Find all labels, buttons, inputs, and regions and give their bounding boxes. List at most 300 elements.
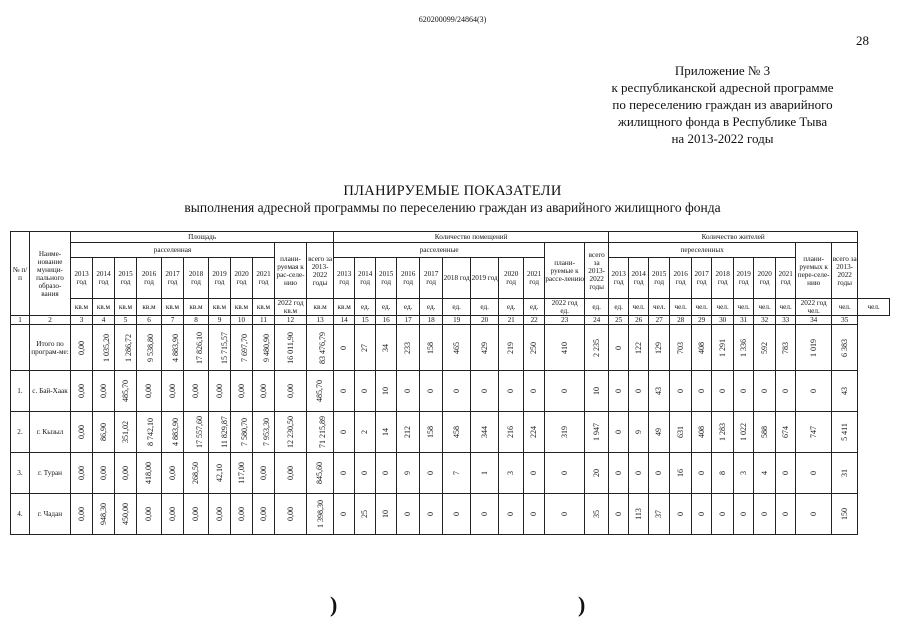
cell-value: 0,00 (285, 466, 295, 480)
column-number: 35 (832, 316, 858, 325)
cell-value: 27 (360, 343, 370, 352)
unit-cell: чел. (776, 299, 796, 316)
cell-value: 0 (339, 345, 349, 350)
unit-cell: чел. (692, 299, 712, 316)
table-cell (585, 371, 609, 412)
cell-value: 0,00 (76, 507, 86, 521)
cell-value: 0 (738, 512, 748, 516)
unit-cell: ед. (585, 299, 609, 316)
table-cell (832, 494, 858, 535)
table-cell (754, 494, 776, 535)
year-header: 2021 год (776, 258, 796, 299)
cell-value: 20 (591, 469, 601, 477)
table-cell (355, 325, 376, 371)
table-cell (796, 412, 832, 453)
cell-value: 10 (591, 387, 601, 395)
cell-value: 783 (780, 341, 790, 354)
year-header: 2013 год (609, 258, 629, 299)
unit-cell: кв.м (115, 299, 137, 316)
table-cell (376, 453, 397, 494)
table-cell (734, 412, 754, 453)
cell-value: 0,00 (167, 466, 177, 480)
table-row (11, 371, 890, 412)
header-residents: Количество жителей (609, 232, 858, 243)
unit-cell: чел. (670, 299, 692, 316)
cell-value: 592 (759, 341, 769, 354)
table-cell (609, 494, 629, 535)
cell-value: 0 (506, 512, 516, 516)
cell-value: 0 (339, 430, 349, 434)
column-number: 23 (545, 316, 585, 325)
margin-mark: ) (578, 592, 586, 617)
table-cell (692, 371, 712, 412)
table-cell (115, 325, 137, 371)
cell-value: 14 (381, 428, 391, 436)
cell-value: 9 (403, 471, 413, 475)
table-cell (609, 371, 629, 412)
table-cell (692, 325, 712, 371)
column-number: 11 (253, 316, 275, 325)
year-header: 2014 год (93, 258, 115, 299)
table-cell (209, 371, 231, 412)
table-cell (71, 371, 93, 412)
cell-value: 0,00 (191, 507, 200, 521)
cell-value: 351,02 (121, 421, 130, 443)
column-number: 33 (776, 316, 796, 325)
cell-value: 212 (403, 426, 413, 438)
table-cell (545, 371, 585, 412)
header-residents-planned: плани-руемых к пере-селе-нию (796, 243, 832, 299)
table-cell (670, 494, 692, 535)
column-number: 32 (754, 316, 776, 325)
cell-value: 0 (654, 471, 664, 475)
cell-value: 268,50 (191, 462, 200, 484)
unit-cell: кв.м (71, 299, 93, 316)
table-cell (524, 494, 545, 535)
table-cell (585, 412, 609, 453)
municipality-name: г. Кызыл (30, 412, 71, 453)
cell-value: 31 (839, 469, 849, 477)
cell-value: 0 (381, 471, 391, 475)
table-cell (420, 412, 443, 453)
cell-value: 7 697,70 (240, 333, 249, 362)
cell-value: 7 580,70 (240, 418, 249, 446)
table-cell (376, 494, 397, 535)
year-2022-label: 2022 год (800, 299, 827, 307)
unit-cell: ед. (609, 299, 629, 316)
table-cell (692, 453, 712, 494)
cell-value: 0,00 (76, 425, 86, 439)
year-header: 2020 год (754, 258, 776, 299)
cell-value: 1 947 (591, 423, 601, 441)
year-header: 2018 год (712, 258, 734, 299)
column-number: 6 (137, 316, 162, 325)
unit-label: кв.м (283, 307, 298, 315)
table-cell (629, 494, 649, 535)
cell-value: 0,00 (76, 340, 86, 355)
cell-value: 0,00 (144, 507, 153, 521)
unit-cell: ед. (499, 299, 524, 316)
column-number: 29 (692, 316, 712, 325)
table-cell (355, 494, 376, 535)
year-2022-label: 2022 год (277, 299, 304, 307)
cell-value: 450,00 (121, 503, 130, 525)
table-cell (137, 371, 162, 412)
table-cell (796, 325, 832, 371)
table-cell (275, 494, 307, 535)
table-cell (692, 494, 712, 535)
unit-cell: ед. (355, 299, 376, 316)
table-cell (776, 453, 796, 494)
table-cell (231, 325, 253, 371)
unit-cell: чел. (712, 299, 734, 316)
cell-value: 3 (506, 471, 516, 475)
table-cell (253, 412, 275, 453)
unit-cell: чел. (832, 299, 858, 316)
unit-label: ед. (560, 307, 569, 315)
cell-value: 0,00 (98, 384, 108, 398)
table-cell (275, 371, 307, 412)
table-cell (609, 325, 629, 371)
table-cell (712, 453, 734, 494)
unit-cell: кв.м (209, 299, 231, 316)
cell-value: 0 (426, 471, 436, 475)
row-number (11, 325, 30, 371)
cell-value: 588 (759, 426, 769, 438)
column-number: 12 (275, 316, 307, 325)
indicators-table (10, 231, 890, 535)
cell-value: 86,90 (98, 423, 108, 441)
column-number: 5 (115, 316, 137, 325)
cell-value: 0 (759, 512, 769, 516)
table-cell (585, 494, 609, 535)
table-row (11, 412, 890, 453)
unit-label: чел. (807, 307, 820, 315)
cell-value: 0,00 (258, 466, 268, 480)
table-cell (307, 453, 334, 494)
cell-value: 418,00 (144, 462, 153, 484)
table-cell (231, 494, 253, 535)
table-cell (734, 371, 754, 412)
table-cell (796, 494, 832, 535)
cell-value: 0 (633, 389, 643, 393)
cell-value: 0 (613, 471, 623, 475)
margin-mark: ) (330, 592, 338, 617)
table-cell (231, 453, 253, 494)
table-cell (712, 325, 734, 371)
table-row (11, 325, 890, 371)
table-cell (376, 371, 397, 412)
unit-cell: ед. (443, 299, 471, 316)
cell-value: 0 (479, 512, 489, 516)
cell-value: 0,00 (236, 507, 246, 521)
cell-value: 0 (559, 471, 569, 475)
cell-value: 0,00 (258, 384, 268, 398)
table-cell (420, 453, 443, 494)
cell-value: 0 (808, 389, 818, 393)
table-cell (376, 412, 397, 453)
cell-value: 0 (339, 389, 349, 393)
unit-cell: кв.м (231, 299, 253, 316)
table-cell (499, 494, 524, 535)
column-number: 16 (376, 316, 397, 325)
cell-value: 948,30 (99, 503, 108, 525)
cell-value: 150 (839, 508, 849, 520)
cell-value: 7 (451, 471, 461, 475)
table-cell (355, 371, 376, 412)
cell-value: 43 (654, 387, 664, 395)
year-header: 2019 год (209, 258, 231, 299)
table-cell (649, 453, 670, 494)
column-number: 20 (471, 316, 499, 325)
table-cell (629, 325, 649, 371)
cell-value: 129 (654, 341, 664, 354)
table-cell (712, 371, 734, 412)
cell-value: 408 (696, 426, 706, 438)
unit-cell: чел. (734, 299, 754, 316)
table-cell (71, 412, 93, 453)
unit-cell: кв.м (162, 299, 184, 316)
cell-value: 5 411 (839, 423, 849, 441)
cell-value: 703 (675, 341, 685, 354)
table-cell (162, 371, 184, 412)
header-area-planned: плани-руемая к рас-селе-нию (275, 243, 307, 299)
unit-cell-2022 (545, 299, 585, 316)
cell-value: 344 (479, 426, 489, 438)
year-header: 2013 год (71, 258, 93, 299)
cell-value: 747 (808, 426, 818, 438)
appendix-line: по переселению граждан из аварийного (612, 97, 833, 112)
column-number: 26 (629, 316, 649, 325)
cell-value: 2 235 (591, 338, 601, 357)
header-municipality: Наиме-нование муници-пального образо-вания (30, 232, 71, 316)
cell-value: 1 035,20 (102, 333, 111, 362)
cell-value: 10 (381, 387, 391, 395)
table-cell (649, 412, 670, 453)
cell-value: 0 (339, 471, 349, 475)
table-cell (524, 371, 545, 412)
table-cell (499, 412, 524, 453)
table-cell (649, 494, 670, 535)
cell-value: 8 742,10 (146, 418, 155, 446)
year-header: 2016 год (137, 258, 162, 299)
table-cell (692, 412, 712, 453)
table-cell (609, 412, 629, 453)
table-cell (471, 453, 499, 494)
year-header: 2018 год (184, 258, 209, 299)
table-cell (443, 494, 471, 535)
table-cell (307, 325, 334, 371)
column-number: 18 (420, 316, 443, 325)
cell-value: 408 (696, 341, 706, 354)
table-cell (420, 494, 443, 535)
table-cell (545, 494, 585, 535)
table-cell (776, 371, 796, 412)
column-number: 30 (712, 316, 734, 325)
table-cell (71, 453, 93, 494)
table-cell (93, 494, 115, 535)
table-cell (334, 412, 355, 453)
table-cell (253, 371, 275, 412)
table-cell (137, 325, 162, 371)
table-cell (209, 412, 231, 453)
cell-value: 1 336 (738, 338, 748, 357)
unit-cell: кв.м (184, 299, 209, 316)
cell-value: 17 826,10 (195, 331, 204, 364)
cell-value: 0 (479, 389, 489, 393)
table-cell (776, 325, 796, 371)
cell-value: 429 (479, 341, 489, 354)
table-cell (184, 325, 209, 371)
cell-value: 0,00 (285, 384, 295, 398)
cell-value: 0 (717, 389, 727, 393)
year-header: 2020 год (231, 258, 253, 299)
cell-value: 845,60 (315, 462, 325, 484)
cell-value: 216 (506, 426, 516, 438)
column-number: 31 (734, 316, 754, 325)
table-cell (443, 453, 471, 494)
table-cell (545, 412, 585, 453)
table-cell (307, 494, 334, 535)
year-header: 2021 год (253, 258, 275, 299)
cell-value: 9 538,80 (146, 333, 155, 362)
cell-value: 0 (613, 430, 623, 434)
table-cell (629, 371, 649, 412)
cell-value: 1 (479, 471, 489, 475)
cell-value: 0 (559, 389, 569, 393)
cell-value: 0,00 (214, 507, 224, 521)
table-cell (443, 325, 471, 371)
table-cell (734, 494, 754, 535)
cell-value: 224 (529, 426, 539, 438)
cell-value: 485,70 (121, 380, 130, 402)
table-cell (545, 325, 585, 371)
table-cell (471, 371, 499, 412)
cell-value: 9 480,90 (262, 333, 271, 362)
table-cell (754, 453, 776, 494)
table-cell (71, 494, 93, 535)
cell-value: 0 (403, 389, 413, 393)
column-number: 25 (609, 316, 629, 325)
year-header: 2019 год (734, 258, 754, 299)
table-cell (231, 371, 253, 412)
year-header: 2014 год (355, 258, 376, 299)
table-cell (162, 453, 184, 494)
table-cell (209, 453, 231, 494)
cell-value: 485,70 (315, 380, 325, 402)
header-residents-total: всего за 2013-2022 годы (832, 243, 858, 299)
cell-value: 0,00 (167, 507, 177, 521)
year-header: 2020 год (499, 258, 524, 299)
column-number: 34 (796, 316, 832, 325)
unit-cell: ед. (524, 299, 545, 316)
table-cell (712, 412, 734, 453)
year-header: 2019 год (471, 258, 499, 299)
table-cell (184, 453, 209, 494)
year-header: 2016 год (670, 258, 692, 299)
table-cell (115, 412, 137, 453)
table-cell (832, 412, 858, 453)
cell-value: 9 (633, 430, 643, 434)
table-cell (712, 494, 734, 535)
year-header: 2015 год (115, 258, 137, 299)
appendix-heading (540, 62, 905, 147)
table-cell (471, 325, 499, 371)
table-cell (397, 325, 420, 371)
table-cell (184, 494, 209, 535)
cell-value: 16 (675, 469, 685, 477)
table-cell (93, 325, 115, 371)
cell-value: 0 (360, 471, 370, 475)
cell-value: 37 (654, 510, 664, 518)
table-cell (796, 371, 832, 412)
cell-value: 0,00 (98, 466, 108, 480)
cell-value: 0 (529, 471, 539, 475)
cell-value: 0,00 (144, 384, 153, 398)
table-row (11, 453, 890, 494)
cell-value: 7 953,30 (262, 418, 271, 446)
table-cell (649, 325, 670, 371)
cell-value: 25 (360, 510, 370, 518)
table-cell (796, 453, 832, 494)
table-cell (585, 453, 609, 494)
cell-value: 0 (780, 389, 790, 393)
cell-value: 0,00 (76, 384, 86, 398)
cell-value: 16 011,90 (285, 331, 295, 364)
table-cell (499, 453, 524, 494)
table-cell (93, 371, 115, 412)
column-number: 9 (209, 316, 231, 325)
cell-value: 71 215,89 (318, 416, 327, 448)
document-code: 620200099/24864(3) (418, 15, 487, 24)
table-cell (209, 494, 231, 535)
unit-cell: ед. (376, 299, 397, 316)
cell-value: 0 (426, 389, 436, 393)
table-cell (754, 325, 776, 371)
table-cell (162, 494, 184, 535)
table-cell (275, 325, 307, 371)
cell-value: 0 (559, 512, 569, 516)
column-number: 13 (307, 316, 334, 325)
year-header: 2013 год (334, 258, 355, 299)
table-cell (471, 494, 499, 535)
cell-value: 1 291 (717, 338, 727, 357)
cell-value: 122 (633, 341, 643, 354)
table-cell (162, 325, 184, 371)
row-number: 3. (11, 453, 30, 494)
cell-value: 0 (780, 512, 790, 516)
cell-value: 11 829,87 (219, 416, 229, 448)
column-number: 19 (443, 316, 471, 325)
cell-value: 83 476,79 (318, 331, 327, 364)
table-cell (307, 371, 334, 412)
cell-value: 674 (780, 426, 790, 438)
cell-value: 0 (613, 389, 623, 393)
cell-value: 465 (451, 341, 461, 354)
cell-value: 233 (403, 341, 413, 354)
cell-value: 35 (591, 510, 601, 518)
column-number: 3 (71, 316, 93, 325)
table-cell (776, 494, 796, 535)
header-rooms-planned: плани-руемые к рассе-лению (545, 243, 585, 299)
cell-value: 1 022 (738, 423, 748, 441)
table-cell (734, 325, 754, 371)
unit-cell: ед. (471, 299, 499, 316)
unit-cell: чел. (629, 299, 649, 316)
unit-cell: кв.м (334, 299, 355, 316)
table-cell (629, 412, 649, 453)
cell-value: 0,00 (120, 466, 130, 480)
